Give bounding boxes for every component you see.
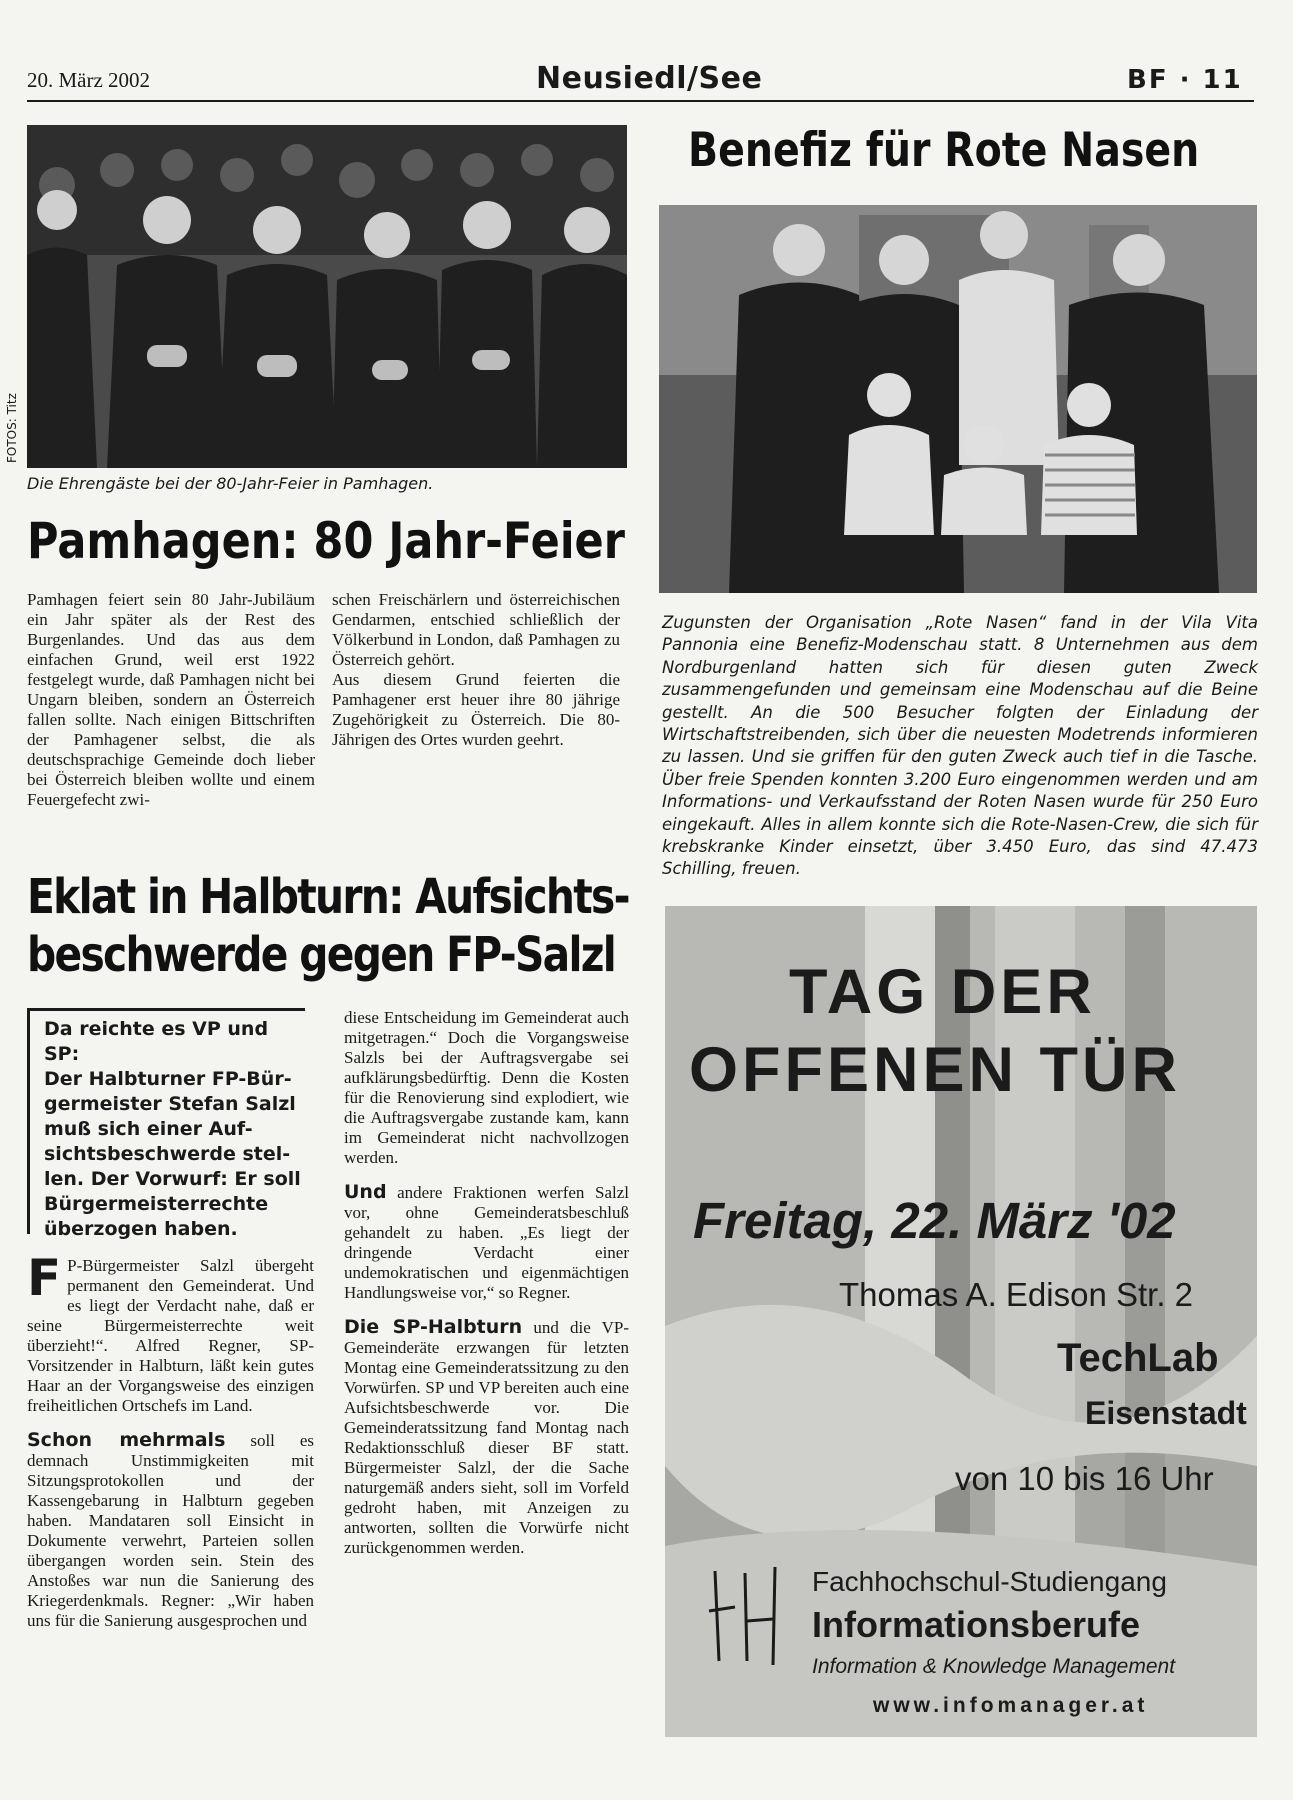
eklat-headline: [27, 868, 629, 984]
eklat-column-2: diese Entscheidung im Gemeinderat auch mitgetragen.“ Doch die Vorgangsweise Salzls bei der Auftragsvergabe sei aufklärungsbedürftig. Denn die Kosten für die Renovierung sind explodiert, wie die Auftragsvergabe zustande kam, kann im Gemeinderat nicht nachvollzogen werden. Und andere Fraktionen werfen Salzl vor, ohne Gemeinderatsbeschluß gehandelt zu haben. „Es liegt der dringende Verdacht einer undemokratischen und eigenmächtigen Handlungsweise vor,“ so Regner. Die SP-Halbturn und die VP-Gemeinderäte erzwangen für letzten Montag eine Gemeinderatssitzung zu den Vorwürfen. SP und VP bereiten auch eine Aufsichtsbeschwerde vor. Die Gemeinderatssitzung fand Montag nach Redaktionsschluß dieser BF statt. Bürgermeister Salzl, der die Sache naturgemäß anders sieht, soll im Vorfeld gedroht haben, mit Anzeigen zu antworten, sollten die Vorwürfe nicht zurückgenommen werden.: [344, 1008, 629, 1557]
pamhagen-headline: Pamhagen: 80 Jahr-Feier: [27, 512, 625, 570]
lead-line: überzogen haben.: [44, 1218, 238, 1240]
ad-program-name: Informationsberufe: [812, 1604, 1141, 1645]
issue-date: 20. März 2002: [27, 68, 151, 92]
ad-address: Thomas A. Edison Str. 2: [839, 1276, 1194, 1313]
lead-line: sichtsbeschwerde stel-: [44, 1143, 291, 1165]
lead-line: germeister Stefan Salzl: [44, 1093, 296, 1115]
lead-line: Bürgermeisterrechte: [44, 1193, 269, 1215]
lead-line: Da reichte es VP und SP:: [44, 1018, 269, 1065]
lead-line: Der Halbturner FP-Bür-: [44, 1068, 292, 1090]
lead-line: muß sich einer Auf-: [44, 1118, 253, 1140]
pamhagen-photo: [27, 125, 627, 468]
open-day-advertisement: [665, 906, 1257, 1737]
ad-venue: TechLab: [1057, 1336, 1219, 1380]
eklat-lead-box: [27, 1008, 305, 1240]
ad-date: Freitag, 22. März '02: [693, 1192, 1176, 1249]
drop-cap: F: [27, 1249, 62, 1307]
ad-program-subtitle: Information & Knowledge Management: [812, 1655, 1176, 1678]
section-title: Neusiedl/See: [536, 61, 763, 96]
ad-city: Eisenstadt: [1085, 1395, 1247, 1431]
pamhagen-column-1: Pamhagen feiert sein 80 Jahr-Jubiläum ein Jahr später als der Rest des Burgenlandes. Und das aus dem einfachen Grund, weil erst 1922 festgelegt wurde, daß Pamhagen nicht bei Ungarn bleiben, sondern an Österreich fallen sollte. Nach einigen Bittschriften der Pamhagener selbst, die als deutschsprachige Gemeinde doch lieber bei Österreich bleiben wollte und einem Feuergefecht zwi-: [27, 590, 315, 809]
ad-program: Fachhochschul-Studiengang: [812, 1566, 1167, 1597]
ad-title-line-2: OFFENEN TÜR: [689, 1035, 1181, 1105]
pamhagen-photo-caption: Die Ehrengäste bei der 80-Jahr-Feier in Pamhagen.: [27, 474, 434, 493]
benefiz-headline: Benefiz für Rote Nasen: [688, 123, 1200, 178]
ad-title-line-1: TAG DER: [789, 957, 1096, 1027]
header-rule: [27, 100, 1254, 102]
benefiz-photo: [659, 205, 1257, 593]
lead-line: len. Der Vorwurf: Er soll: [44, 1168, 301, 1190]
ad-time: von 10 bis 16 Uhr: [955, 1460, 1214, 1497]
fh-logo-icon: [705, 1561, 805, 1671]
page-number: BF · 11: [1127, 65, 1243, 95]
pamhagen-column-2: schen Freischärlern und österreichischen Gendarmen, entschied schließlich der Völkerbund in London, daß Pamhagen zu Österreich gehört. Aus diesem Grund feierten die Pamhagener erst heuer ihre 80 jährige Zugehörigkeit zu Österreich. Die 80-Jährigen des Ortes wurden geehrt.: [332, 590, 620, 749]
eklat-headline-line-1: Eklat in Halbturn: Aufsichts-: [27, 869, 629, 925]
photo-credit: FOTOS: Titz: [5, 393, 19, 463]
benefiz-caption: Zugunsten der Organisation „Rote Nasen“ fand in der Vila Vita Pannonia eine Benefiz-Modenschau statt. 8 Unternehmen aus dem Nordburgenland hatten sich für diesen guten Zweck zusammengefunden und gemeinsam eine Modenschau auf die Beine gestellt. An die 500 Besucher folgten der Einladung der Wirtschaftstreibenden, sich über die neuesten Modetrends informieren zu lassen. Und sie griffen für den guten Zweck auch tief in die Tasche. Über freie Spenden konnten 3.200 Euro eingenommen werden und am Informations- und Verkaufsstand der Roten Nasen wurde für 250 Euro eingekauft. Alles in allem konnte sich die Rote-Nasen-Crew, die sich für krebskranke Kinder einsetzt, über 3.450 Euro, das sind 47.473 Schilling, freuen.: [662, 613, 1258, 879]
eklat-column-1: F P-Bürgermeister Salzl übergeht permanent den Gemeinderat. Und es liegt der Verdacht nahe, daß er seine Bürgermeisterrechte weit überzieht!“. Alfred Regner, SP-Vorsitzender in Halbturn, läßt kein gutes Haar an der Vorgangsweise des einzigen freiheitlichen Ortschefs im Land. Schon mehrmals soll es demnach Unstimmigkeiten mit Sitzungsprotokollen und der Kassengebarung in Halbturn gegeben haben. Mandataren soll Einsicht in Dokumente verwehrt, Parteien sollen übergangen worden sein. Stein des Anstoßes war nun die Sanierung des Kriegerdenkmals. Regner: „Wir haben uns für die Sanierung ausgesprochen und: [27, 1249, 314, 1630]
eklat-headline-line-2: beschwerde gegen FP-Salzl: [27, 927, 616, 983]
ad-url[interactable]: www.infomanager.at: [873, 1694, 1149, 1717]
